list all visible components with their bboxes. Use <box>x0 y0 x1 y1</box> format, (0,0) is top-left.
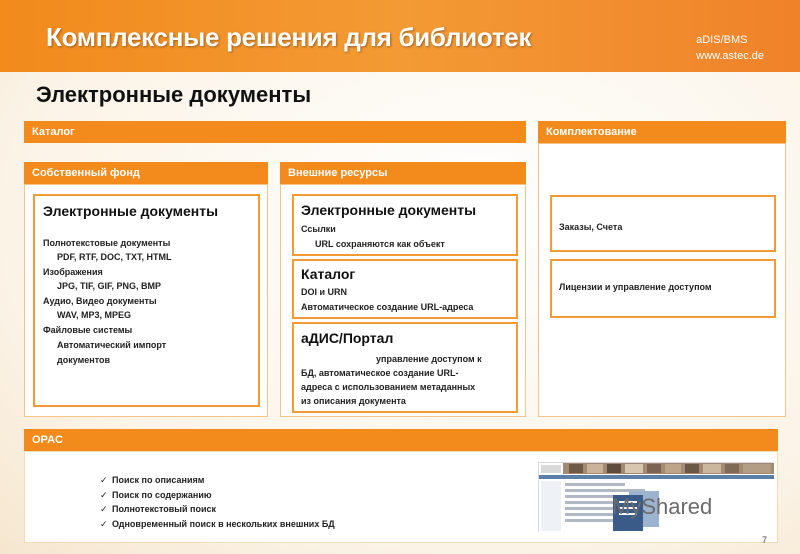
external-docs-line: URL сохраняются как объект <box>315 239 445 249</box>
opac-item-label: Одновременный поиск в нескольких внешних БД <box>112 519 335 529</box>
own-fund-bar: Собственный фонд <box>24 162 268 184</box>
portal-box <box>292 322 518 413</box>
portal-title: аДИС/Портал <box>301 330 394 346</box>
opac-item <box>100 490 212 501</box>
portal-line: из описания документа <box>301 396 406 406</box>
external-bar: Внешние ресурсы <box>280 162 526 184</box>
external-panel <box>280 184 526 417</box>
check-icon: ✓ <box>100 504 108 514</box>
external-catalog-title: Каталог <box>301 266 356 282</box>
opac-item-label: Поиск по описаниям <box>112 475 205 485</box>
opac-item <box>100 519 335 530</box>
page-number: 7 <box>762 535 768 545</box>
acquisition-panel <box>538 143 786 417</box>
own-fund-line: Аудио, Видео документы <box>43 296 157 306</box>
check-icon: ✓ <box>100 490 108 500</box>
opac-item <box>100 504 216 515</box>
header-banner <box>0 0 800 72</box>
licenses-box <box>550 259 776 318</box>
brand-name: aDIS/BMS <box>696 34 748 46</box>
external-docs-line: Ссылки <box>301 224 336 234</box>
opac-item-label: Полнотекстовый поиск <box>112 504 216 514</box>
portal-line: адреса с использованием метаданных <box>301 382 476 392</box>
external-catalog-line: DOI и URN <box>301 287 348 297</box>
own-fund-line: Полнотекстовые документы <box>43 238 171 248</box>
licenses-label: Лицензии и управление доступом <box>559 282 712 292</box>
external-docs-box <box>292 194 518 256</box>
opac-item <box>100 475 204 486</box>
page-subtitle: Электронные документы <box>36 82 312 107</box>
orders-label: Заказы, Счета <box>559 222 623 232</box>
opac-item-label: Поиск по содержанию <box>112 490 212 500</box>
own-fund-line: Изображения <box>43 267 103 277</box>
own-fund-line: Файловые системы <box>43 325 133 335</box>
own-fund-line: PDF, RTF, DOC, TXT, HTML <box>57 252 172 262</box>
external-docs-title: Электронные документы <box>301 202 477 218</box>
own-fund-line: WAV, MP3, MPEG <box>57 310 132 320</box>
catalog-bar: Каталог <box>24 121 526 143</box>
external-catalog-line: Автоматическое создание URL-адреса <box>301 302 474 312</box>
own-fund-line: Автоматический импорт <box>57 340 167 350</box>
external-catalog-box <box>292 259 518 319</box>
own-fund-line: документов <box>57 355 111 365</box>
watermark: MyShared <box>612 494 713 519</box>
brand-block <box>696 32 764 64</box>
check-icon: ✓ <box>100 475 108 485</box>
own-fund-box <box>33 194 260 407</box>
portal-line: управление доступом к <box>376 354 482 364</box>
acquisition-bar: Комплектование <box>538 121 786 143</box>
header-title: Комплексные решения для библиотек <box>46 22 532 52</box>
own-fund-title: Электронные документы <box>43 203 219 219</box>
own-fund-panel <box>24 184 268 417</box>
check-icon: ✓ <box>100 519 108 529</box>
opac-bar: OPAC <box>24 429 778 451</box>
orders-box <box>550 195 776 252</box>
brand-url: www.astec.de <box>696 50 764 62</box>
portal-line: БД, автоматическое создание URL- <box>301 368 459 378</box>
own-fund-line: JPG, TIF, GIF, PNG, BMP <box>57 281 162 291</box>
